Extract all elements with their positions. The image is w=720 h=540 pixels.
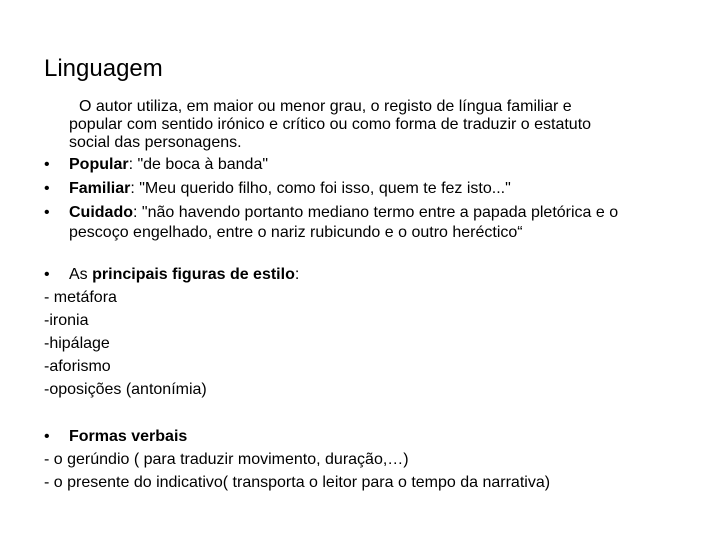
item-label: Cuidado [69,204,133,221]
figures-section [0,266,720,406]
figure-item: -oposições (antonímia) [44,381,207,398]
heading-suffix: : [294,266,300,283]
bullet-icon: • [44,204,50,221]
item-label: Popular [69,156,129,173]
figure-item: - metáfora [44,289,117,306]
bullet-icon: • [44,180,50,197]
intro-paragraph [69,98,689,152]
intro-line: popular com sentido irónico e crítico ou como forma de traduzir o estatuto [69,116,592,133]
heading-label: principais figuras de estilo [92,266,295,283]
verb-item: - o presente do indicativo( transporta o leitor para o tempo da narrativa) [44,474,551,491]
intro-line: social das personagens. [69,134,242,151]
figure-item: -ironia [44,312,89,329]
bullet-icon: • [44,266,50,283]
figure-item: -aforismo [44,358,111,375]
list-item [69,156,268,174]
verb-item: - o gerúndio ( para traduzir movimento, duração,…) [44,451,409,468]
list-item-continuation: pescoço engelhado, entre o nariz rubicundo e o outro heréctico“ [69,224,523,241]
heading-prefix: As [69,266,93,283]
list-item [69,180,511,198]
figure-item: -hipálage [44,335,110,352]
item-text: : "de boca à banda" [128,156,269,173]
intro-line: O autor utiliza, em maior ou menor grau, o registo de língua familiar e [79,98,572,115]
item-text: : "não havendo portanto mediano termo entre a papada pletórica e o [133,204,619,221]
bullet-icon: • [44,156,50,173]
figures-heading [69,266,299,284]
item-label: Familiar [69,180,131,197]
verbs-section [0,428,720,498]
register-list [0,156,720,246]
slide-title: Linguagem [44,55,163,82]
list-item [69,204,618,222]
bullet-icon: • [44,428,50,445]
verbs-heading: Formas verbais [69,428,188,445]
item-text: : "Meu querido filho, como foi isso, quem te fez isto..." [130,180,511,197]
